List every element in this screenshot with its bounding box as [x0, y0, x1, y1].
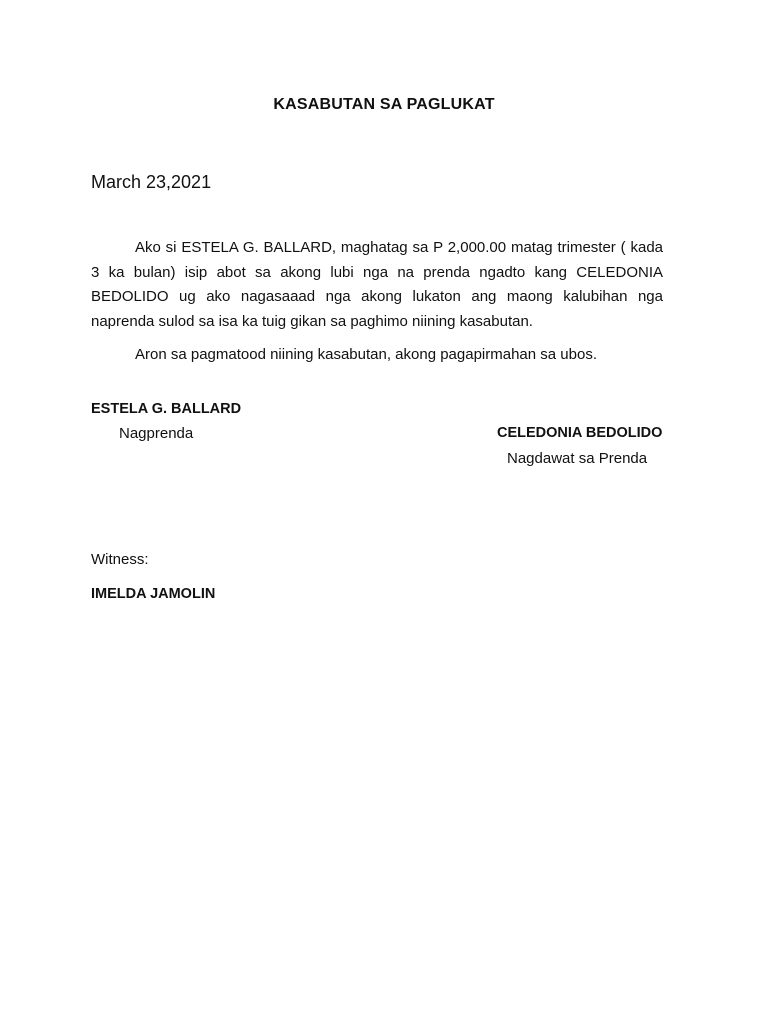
attestation-paragraph — [91, 343, 663, 367]
pledgee-role: Nagdawat sa Prenda — [507, 450, 648, 467]
document-date: March 23,2021 — [91, 172, 212, 192]
agreement-paragraph-text: Ako si ESTELA G. BALLARD, maghatag sa P 2,000.00 matag trimester ( kada 3 ka bulan) isip abot sa akong lubi nga na prenda ngadto kang CELEDONIA BEDOLIDO ug ako nagasaaad nga akong lukaton ang maong kalubihan nga naprenda sulod sa isa ka tuig gikan sa paghimo niining kasabutan. — [91, 239, 663, 330]
agreement-paragraph — [91, 236, 663, 334]
attestation-paragraph-text: Aron sa pagmatood niining kasabutan, akong pagapirmahan sa ubos. — [135, 346, 597, 363]
document-title: KASABUTAN SA PAGLUKAT — [273, 96, 495, 113]
pledgor-name: ESTELA G. BALLARD — [91, 401, 242, 417]
witness-name: IMELDA JAMOLIN — [91, 586, 216, 602]
pledgor-role: Nagprenda — [119, 425, 194, 442]
pledgee-name: CELEDONIA BEDOLIDO — [497, 425, 663, 441]
witness-label: Witness: — [91, 551, 149, 568]
